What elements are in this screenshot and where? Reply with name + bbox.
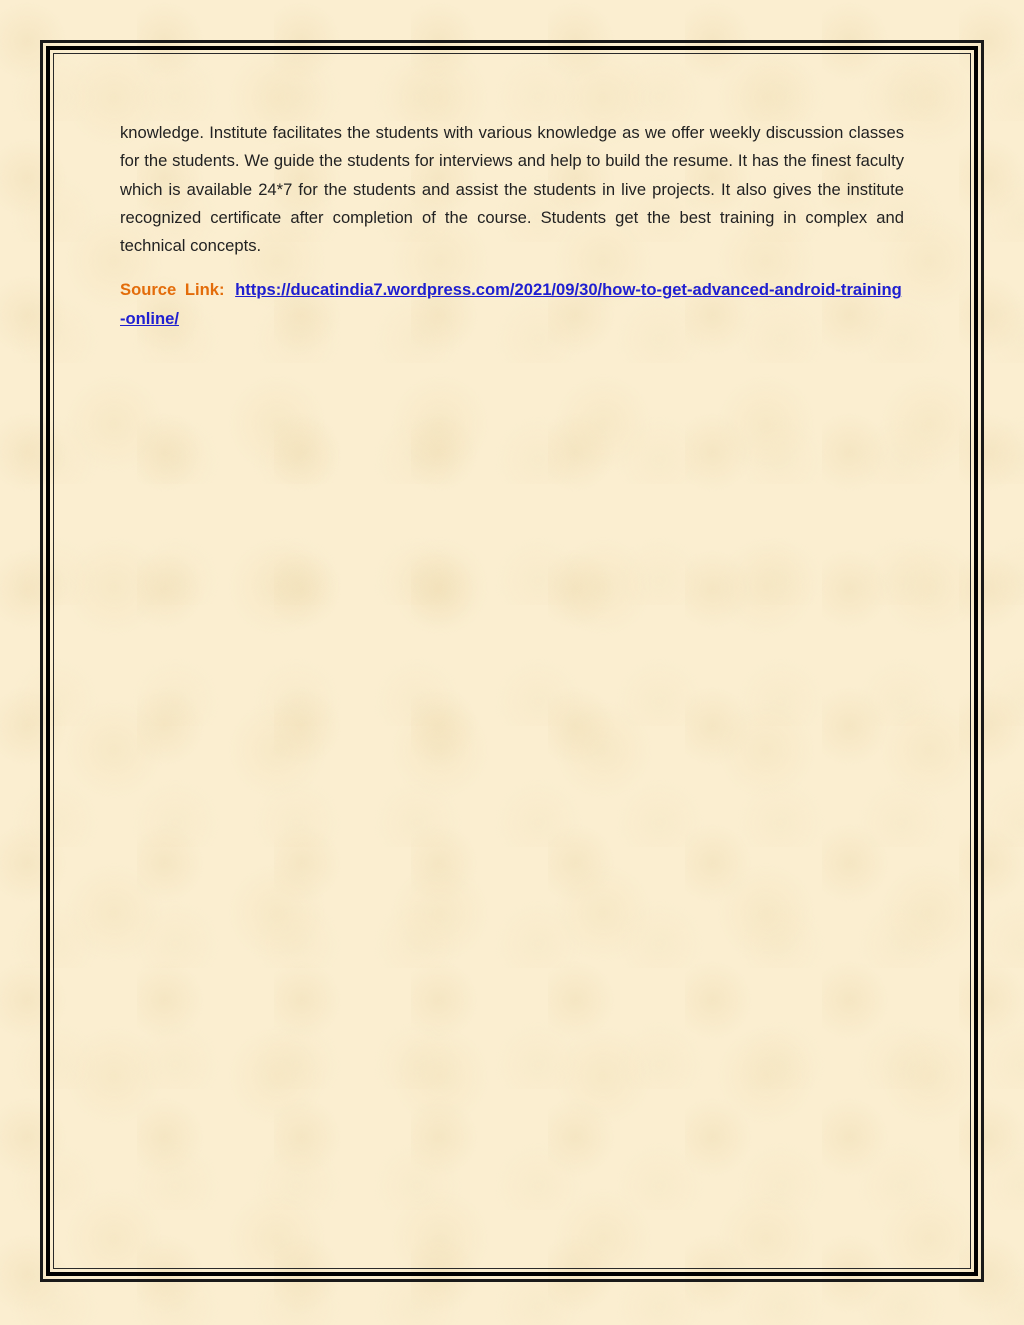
document-content [120,119,904,333]
source-link[interactable]: https://ducatindia7.wordpress.com/2021/09/30/how-to-get-advanced-android-training-online/ [120,280,902,328]
body-paragraph: knowledge. Institute facilitates the students with various knowledge as we offer weekly discussion classes for the students. We guide the students for interviews and help to build the resume. It has the finest faculty which is available 24*7 for the students and assist the students in live projects. It also gives the institute recognized certificate after completion of the course. Students get the best training in complex and technical concepts. [120,123,904,256]
source-label: Source Link: [120,280,225,300]
source-line [120,276,904,333]
